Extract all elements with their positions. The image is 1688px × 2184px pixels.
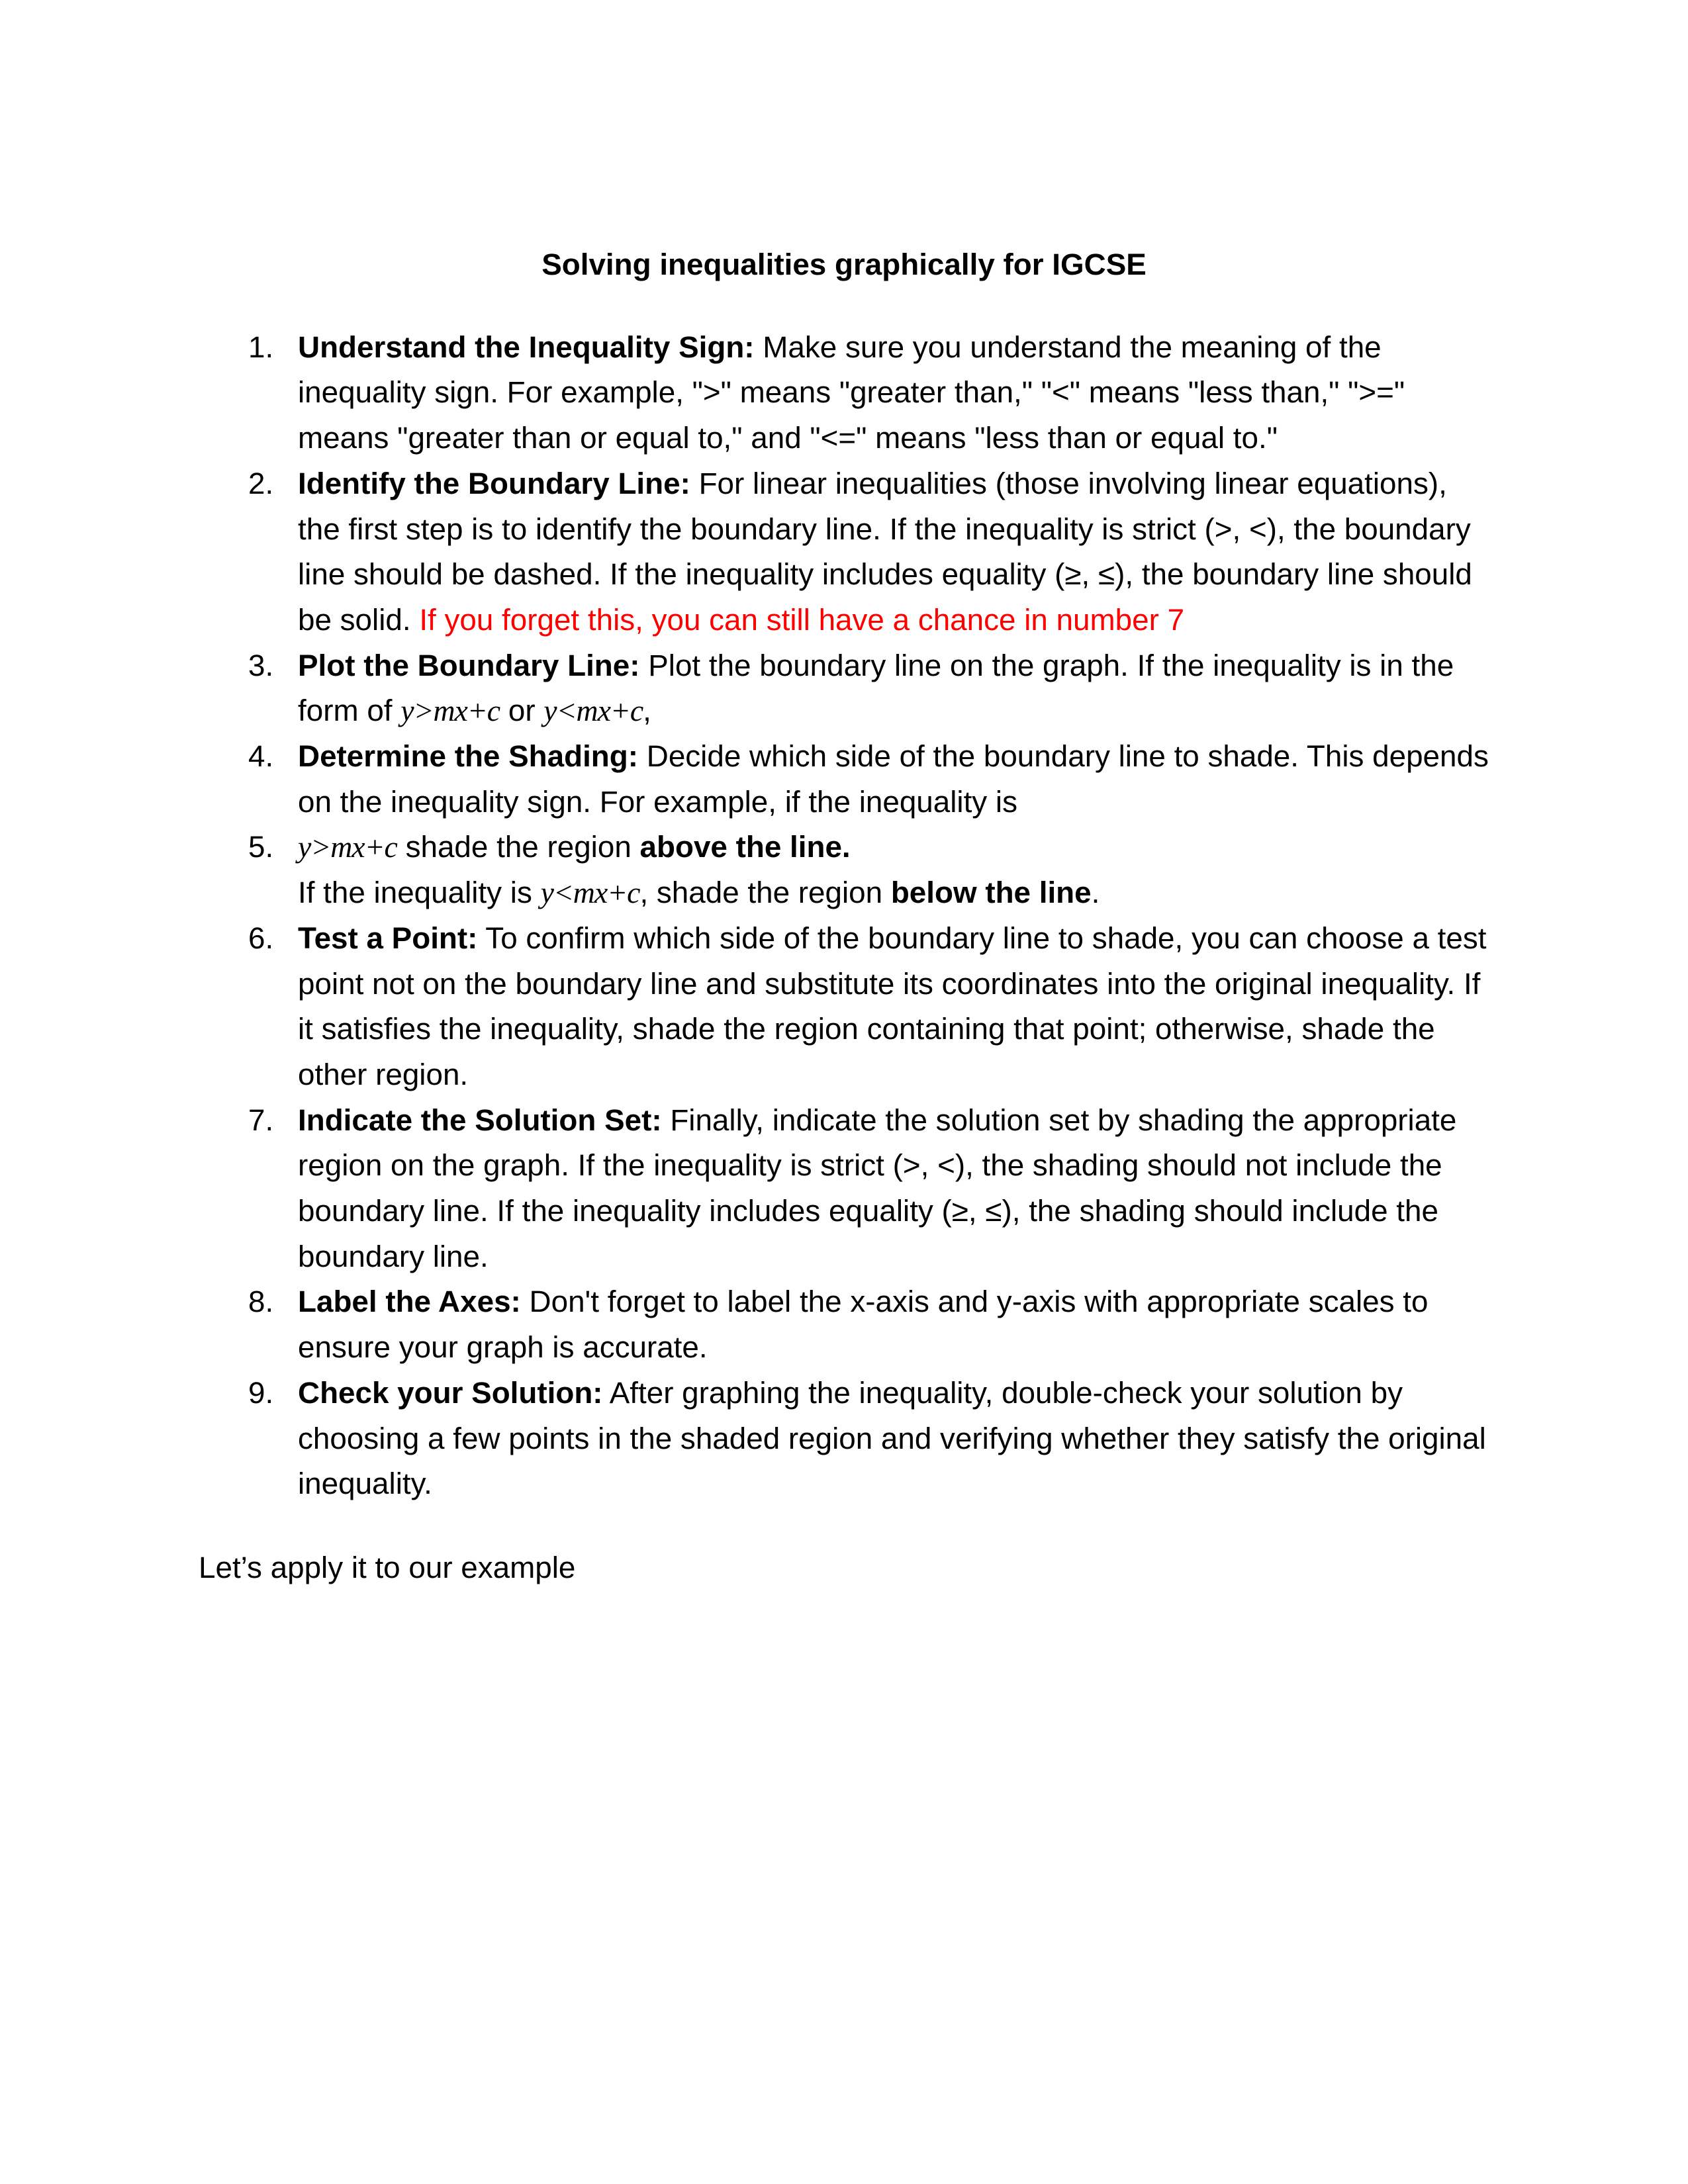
text-segment-bold: Indicate the Solution Set:: [298, 1103, 662, 1137]
list-item-3: [199, 643, 1489, 734]
steps-list: [199, 325, 1489, 1507]
text-segment-regular: ,: [643, 694, 651, 728]
list-item-5: [199, 825, 1489, 915]
text-segment-regular: , shade the region: [639, 876, 891, 910]
list-item-number: 4.: [248, 739, 274, 774]
list-item-number: 5.: [248, 830, 274, 864]
text-segment-bold: Plot the Boundary Line:: [298, 648, 640, 682]
text-segment-bold: above the line.: [639, 830, 851, 864]
list-item-7: [199, 1098, 1489, 1280]
text-segment-regular: .: [1091, 876, 1100, 910]
list-item-text: [298, 1103, 1456, 1273]
text-segment-regular: If the inequality is: [298, 876, 541, 910]
list-item-number: 8.: [248, 1285, 274, 1319]
list-item-number: 9.: [248, 1375, 274, 1410]
page-title: Solving inequalities graphically for IGCSE: [541, 248, 1147, 281]
list-item-8: [199, 1279, 1489, 1370]
list-item-number: 6.: [248, 921, 274, 955]
text-segment-bold: Test a Point:: [298, 921, 478, 955]
text-segment-regular: After graphing the inequality, double-check your solution by choosing a few points in the shaded region and verifying whether they satisfy the original inequality.: [298, 1375, 1486, 1501]
text-segment-math: y<mx+c: [543, 694, 643, 728]
list-item-text: [298, 921, 1487, 1091]
text-segment-bold: Check your Solution:: [298, 1375, 603, 1410]
list-item-9: [199, 1371, 1489, 1507]
text-segment-bold: below the line: [890, 876, 1092, 910]
text-segment-math: y<mx+c: [540, 876, 640, 910]
text-segment-bold: Determine the Shading:: [298, 739, 639, 774]
list-item-text: [298, 1376, 1486, 1500]
list-item-text: [298, 830, 1100, 909]
list-item-text: [298, 739, 1489, 819]
text-segment-regular: Plot the boundary line on the graph. If the inequality is in the form of: [298, 648, 1454, 728]
list-item-number: 2.: [248, 466, 274, 500]
text-segment-regular: To confirm which side of the boundary line to shade, you can choose a test point not on the boundary line and substitute its coordinates into the original inequality. If it satisfies the inequality, shade the region containing that point; otherwise, shade the other region.: [298, 921, 1487, 1091]
text-segment-regular: For linear inequalities (those involving linear equations), the first step is to identify the boundary line. If the inequality is strict (>, <), the boundary line should be dashed. If the inequality includes equality (≥, ≤), the boundary line should be solid.: [298, 466, 1472, 637]
text-segment-math: y>mx+c: [400, 694, 500, 728]
list-item-text: [298, 330, 1405, 455]
text-segment-regular: Finally, indicate the solution set by shading the appropriate region on the graph. If the inequality is strict (>, <), the shading should not include the boundary line. If the inequality includes equality (≥, ≤), the shading should include the boundary line.: [298, 1103, 1457, 1273]
list-item-text: [298, 467, 1472, 637]
text-segment-regular: Don't forget to label the x-axis and y-axis with appropriate scales to ensure your graph is accurate.: [298, 1285, 1429, 1365]
list-item-4: [199, 734, 1489, 825]
text-segment-red: If you forget this, you can still have a chance in number 7: [419, 602, 1185, 637]
text-segment-regular: shade the region: [397, 830, 640, 864]
list-item-number: 7.: [248, 1103, 274, 1137]
list-item-6: [199, 916, 1489, 1098]
list-item-text: [298, 1285, 1428, 1364]
list-item-text: [298, 649, 1454, 728]
closing-line: Let’s apply it to our example: [199, 1550, 576, 1584]
list-item-number: 1.: [248, 330, 274, 364]
list-item-1: [199, 325, 1489, 461]
text-segment-bold: Identify the Boundary Line:: [298, 466, 690, 500]
list-item-number: 3.: [248, 648, 274, 682]
text-segment-regular: Decide which side of the boundary line to shade. This depends on the inequality sign. For example, if the inequality is: [298, 739, 1489, 819]
text-segment-regular: or: [500, 694, 544, 728]
text-segment-math: y>mx+c: [298, 830, 397, 864]
text-segment-bold: Understand the Inequality Sign:: [298, 330, 755, 364]
text-segment-regular: Make sure you understand the meaning of the inequality sign. For example, ">" means "greater than," "<" means "less than," ">=" means "greater than or equal to," and "<=" means "less than or equal to.": [298, 330, 1405, 455]
text-segment-bold: Label the Axes:: [298, 1285, 521, 1319]
list-item-2: [199, 461, 1489, 643]
